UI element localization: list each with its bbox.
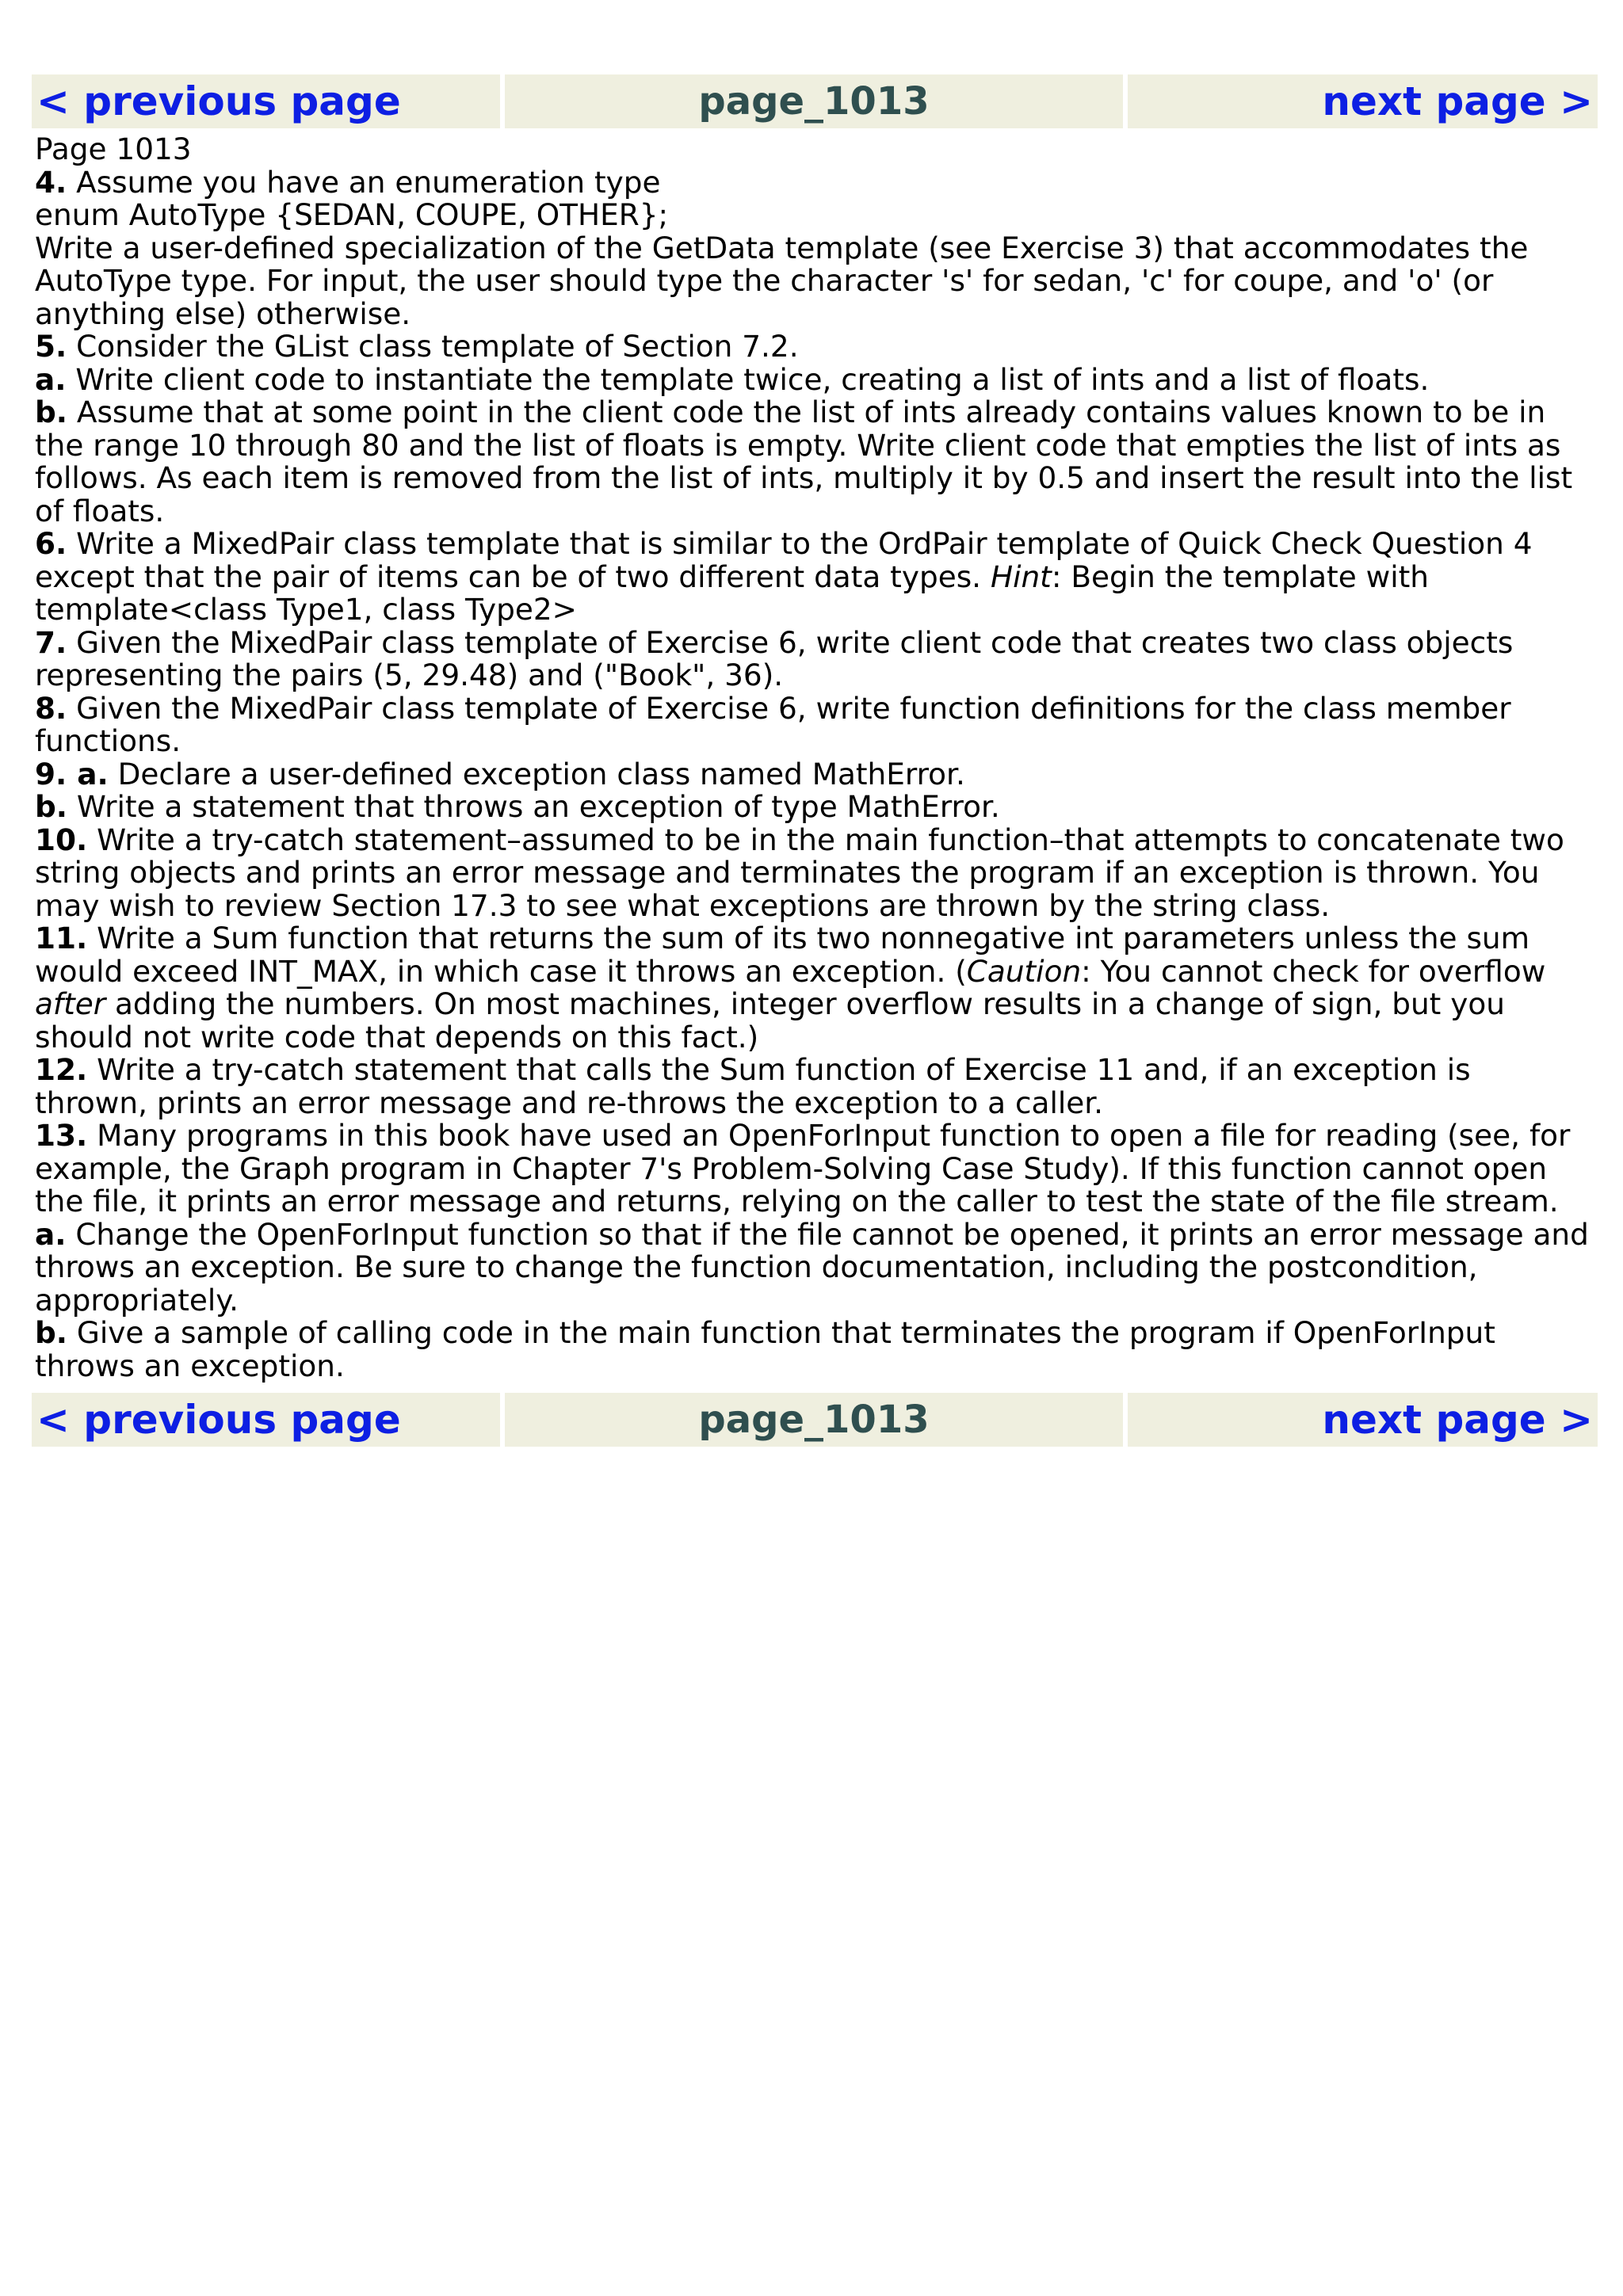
exercise-5: 5. Consider the GList class template of Section 7.2. <box>35 329 799 364</box>
previous-page-link[interactable]: < previous page <box>36 78 401 124</box>
bottom-nav-bar <box>32 1393 1598 1447</box>
exercise-13: 13. Many programs in this book have used an OpenForInput function to open a file for reading (see, for example, the Graph program in Chapter 7's Problem-Solving Case Study). If this function cannot open the file, it prints an error message and returns, relying on the caller to test the state of the file stream. <box>35 1118 1571 1219</box>
exercise-6-number: 6. <box>35 526 67 561</box>
exercise-11-number: 11. <box>35 921 88 955</box>
exercise-5b: b. Assume that at some point in the client code the list of ints already contains values known to be in the range 10 through 80 and the list of floats is empty. Write client code that empties the list of ints as follows. As each item is removed from the list of ints, multiply it by 0.5 and insert the result into the list of floats. <box>35 395 1573 528</box>
exercise-7-number: 7. <box>35 624 67 660</box>
page-heading: Page 1013 <box>35 132 192 166</box>
page-label: page_1013 <box>698 1398 930 1442</box>
exercise-8-number: 8. <box>35 690 67 726</box>
exercise-4-number: 4. <box>35 164 67 200</box>
page-label-cell <box>505 1393 1123 1447</box>
exercise-12: 12. Write a try-catch statement that calls the Sum function of Exercise 11 and, if an exception is thrown, prints an error message and re-throws the exception to a caller. <box>35 1052 1471 1120</box>
exercise-9-number: 9. a. <box>35 756 109 791</box>
exercise-13a: a. Change the OpenForInput function so that if the file cannot be opened, it prints an error message and throws an exception. Be sure to change the function documentation, including the postcondition, appropriately. <box>35 1216 1589 1318</box>
exercise-12-number: 12. <box>35 1052 88 1087</box>
exercise-4-body: Write a user-defined specialization of the GetData template (see Exercise 3) that accommodates the AutoType type. For input, the user should type the character 's' for sedan, 'c' for coupe, and 'o' (or anything else) otherwise. <box>35 230 1529 331</box>
exercise-6-code: template<class Type1, class Type2> <box>35 592 577 627</box>
page-content <box>35 133 1591 1383</box>
exercise-10-number: 10. <box>35 822 88 857</box>
exercise-4: 4. Assume you have an enumeration type <box>35 164 661 200</box>
exercise-13-number: 13. <box>35 1118 88 1153</box>
exercise-9a: 9. a. Declare a user-defined exception class named MathError. <box>35 756 965 791</box>
page-label: page_1013 <box>698 79 930 124</box>
prev-cell <box>32 74 500 128</box>
next-page-link[interactable]: next page > <box>1322 78 1593 124</box>
previous-page-link[interactable]: < previous page <box>36 1397 401 1443</box>
next-cell <box>1128 74 1598 128</box>
exercise-5-number: 5. <box>35 329 67 364</box>
exercise-4-code: enum AutoType {SEDAN, COUPE, OTHER}; <box>35 197 669 232</box>
exercise-7: 7. Given the MixedPair class template of Exercise 6, write client code that creates two class objects representing the pairs (5, 29.48) and ("Book", 36). <box>35 624 1514 692</box>
exercise-6: 6. Write a MixedPair class template that is similar to the OrdPair template of Quick Check Question 4 except that the pair of items can be of two different data types. Hint: Begin the template with <box>35 526 1533 594</box>
page-label-cell <box>505 74 1123 128</box>
exercise-13b: b. Give a sample of calling code in the main function that terminates the program if OpenForInput throws an exception. <box>35 1315 1495 1383</box>
prev-cell <box>32 1393 500 1447</box>
exercise-10: 10. Write a try-catch statement–assumed to be in the main function–that attempts to concatenate two string objects and prints an error message and terminates the program if an exception is thrown. You may wish to review Section 17.3 to see what exceptions are thrown by the string class. <box>35 822 1564 923</box>
next-page-link[interactable]: next page > <box>1322 1397 1593 1443</box>
exercise-11: 11. Write a Sum function that returns the sum of its two nonnegative int parameters unless the sum would exceed INT_MAX, in which case it throws an exception. (Caution: You cannot check for overflow after adding the numbers. On most machines, integer overflow results in a change of sign, but you should not write code that depends on this fact.) <box>35 921 1546 1055</box>
exercise-8: 8. Given the MixedPair class template of Exercise 6, write function definitions for the class member functions. <box>35 690 1511 758</box>
exercise-9b: b. Write a statement that throws an exception of type MathError. <box>35 789 1000 824</box>
next-cell <box>1128 1393 1598 1447</box>
exercise-5a: a. Write client code to instantiate the template twice, creating a list of ints and a list of floats. <box>35 361 1430 397</box>
top-nav-bar <box>32 74 1598 128</box>
